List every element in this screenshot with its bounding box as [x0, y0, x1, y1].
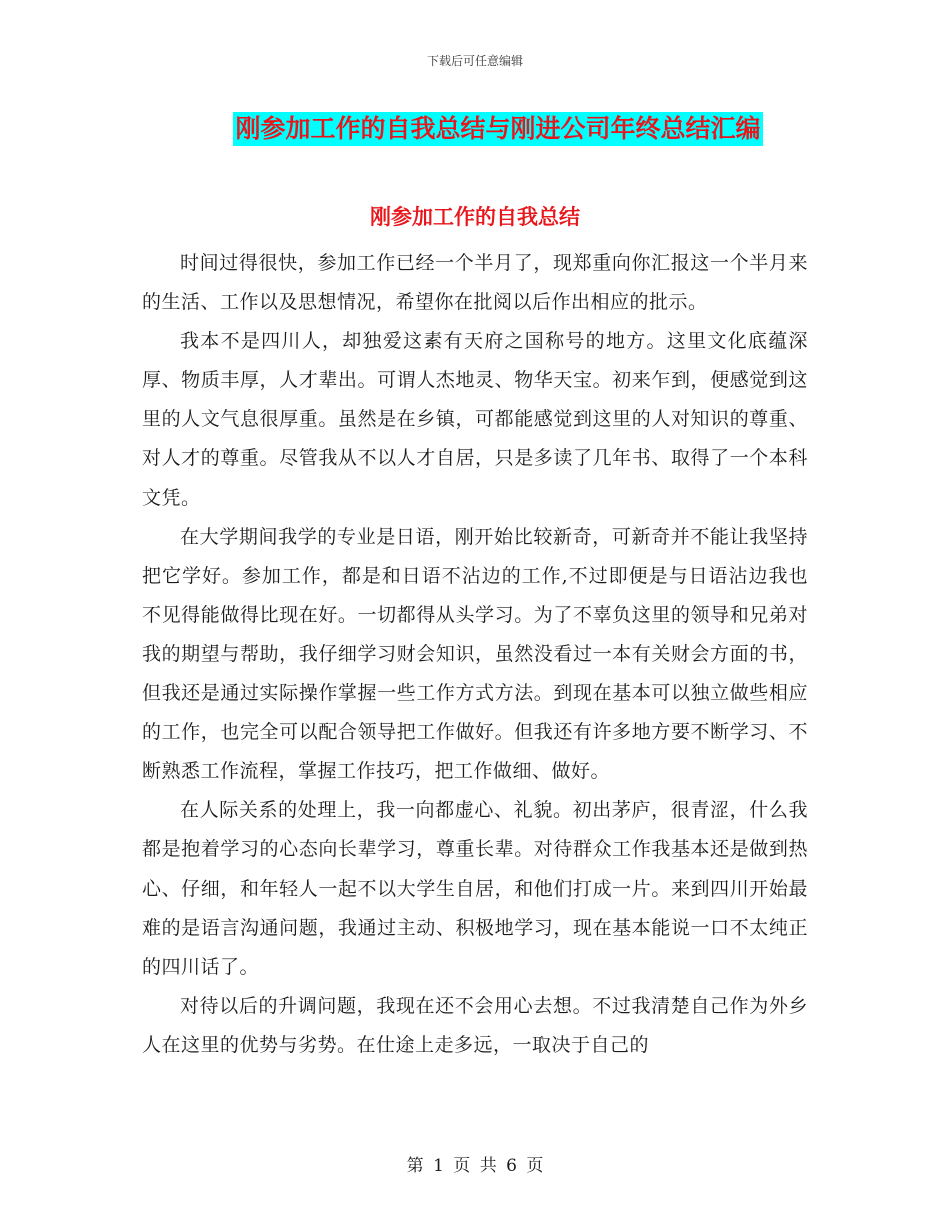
page-header-note: 下载后可任意编辑: [426, 54, 523, 68]
paragraph-2: 我本不是四川人，却独爱这素有天府之国称号的地方。这里文化底蕴深厚、物质丰厚，人才辈出。可谓人杰地灵、物华天宝。初来乍到，便感觉到这里的人文气息很厚重。虽然是在乡镇，可都能感觉到这里的人对知识的尊重、对人才的尊重。尽管我从不以人才自居，只是多读了几年书、取得了一个本科文凭。: [142, 330, 808, 509]
document-title: 刚参加工作的自我总结与刚进公司年终总结汇编: [233, 112, 762, 146]
paragraph-3: 在大学期间我学的专业是日语，刚开始比较新奇，可新奇并不能让我坚持把它学好。参加工作，都是和日语不沾边的工作,不过即便是与日语沾边我也不见得能做得比现在好。一切都得从头学习。为了不辜负这里的领导和兄弟对我的期望与帮助，我仔细学习财会知识，虽然没看过一本有关财会方面的书，但我还是通过实际操作掌握一些工作方式方法。到现在基本可以独立做些相应的工作，也完全可以配合领导把工作做好。但我还有许多地方要不断学习、不断熟悉工作流程，掌握工作技巧，把工作做细、做好。: [142, 525, 808, 783]
page-number-footer: 第 1 页 共 6 页: [406, 1156, 544, 1176]
document-body: [142, 244, 808, 1065]
paragraph-5: 对待以后的升调问题，我现在还不会用心去想。不过我清楚自己作为外乡人在这里的优势与劣势。在仕途上走多远，一取决于自己的: [142, 994, 808, 1056]
paragraph-4: 在人际关系的处理上，我一向都虚心、礼貌。初出茅庐，很青涩，什么我都是抱着学习的心态向长辈学习，尊重长辈。对待群众工作我基本还是做到热心、仔细，和年轻人一起不以大学生自居，和他们打成一片。来到四川开始最难的是语言沟通问题，我通过主动、积极地学习，现在基本能说一口不太纯正的四川话了。: [142, 799, 808, 978]
document-title-container: [0, 112, 950, 146]
paragraph-1: 时间过得很快，参加工作已经一个半月了，现郑重向你汇报这一个半月来的生活、工作以及思想情况，希望你在批阅以后作出相应的批示。: [142, 252, 808, 314]
section-title: 刚参加工作的自我总结: [370, 205, 580, 229]
